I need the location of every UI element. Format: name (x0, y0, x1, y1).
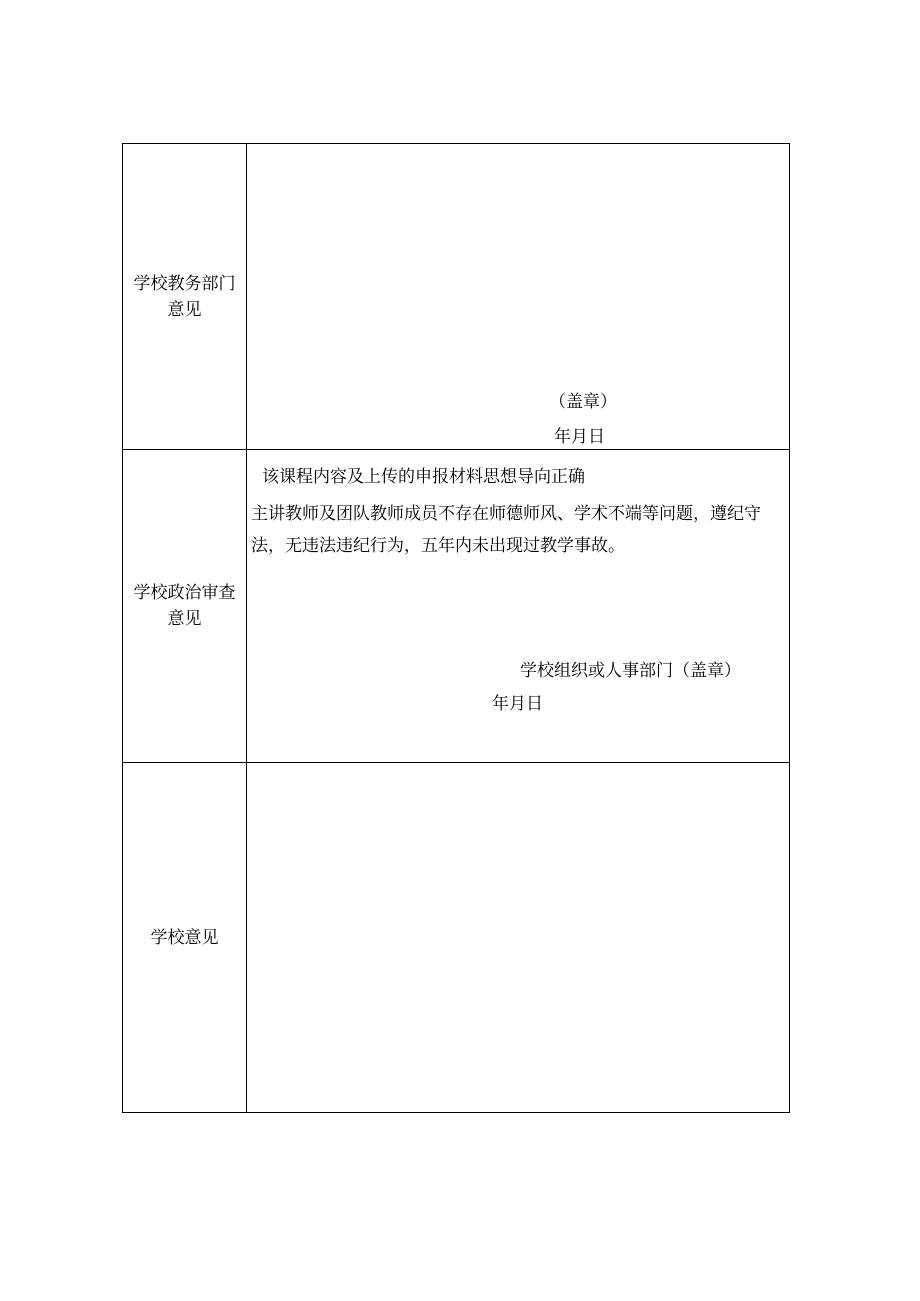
school-opinion-label: 学校意见 (150, 927, 219, 948)
political-review-statement-line1: 该课程内容及上传的申报材料思想导向正确 (262, 467, 585, 487)
school-opinion-cell[interactable] (247, 763, 790, 1113)
academic-affairs-date: 年月日 (554, 427, 605, 447)
political-review-statement-body: 主讲教师及团队教师成员不存在师德师风、学术不端等问题，遵纪守法，无违法违纪行为，五年内未出现过教学事故。 (251, 504, 761, 556)
political-review-opinion-cell[interactable] (247, 450, 790, 763)
school-opinion-row (123, 763, 790, 1113)
political-review-label-cell (123, 450, 247, 763)
academic-affairs-seal: （盖章） (549, 392, 617, 412)
academic-affairs-opinion-cell[interactable] (247, 144, 790, 450)
academic-affairs-label: 学校教务部门意见 (133, 273, 236, 320)
opinion-form-table (122, 143, 790, 1113)
academic-affairs-label-cell (123, 144, 247, 450)
political-review-row (123, 450, 790, 763)
school-opinion-label-cell (123, 763, 247, 1113)
political-review-date: 年月日 (492, 694, 543, 714)
political-review-seal: 学校组织或人事部门（盖章） (520, 661, 741, 681)
political-review-label: 学校政治审查意见 (133, 583, 236, 629)
academic-affairs-row (123, 144, 790, 450)
